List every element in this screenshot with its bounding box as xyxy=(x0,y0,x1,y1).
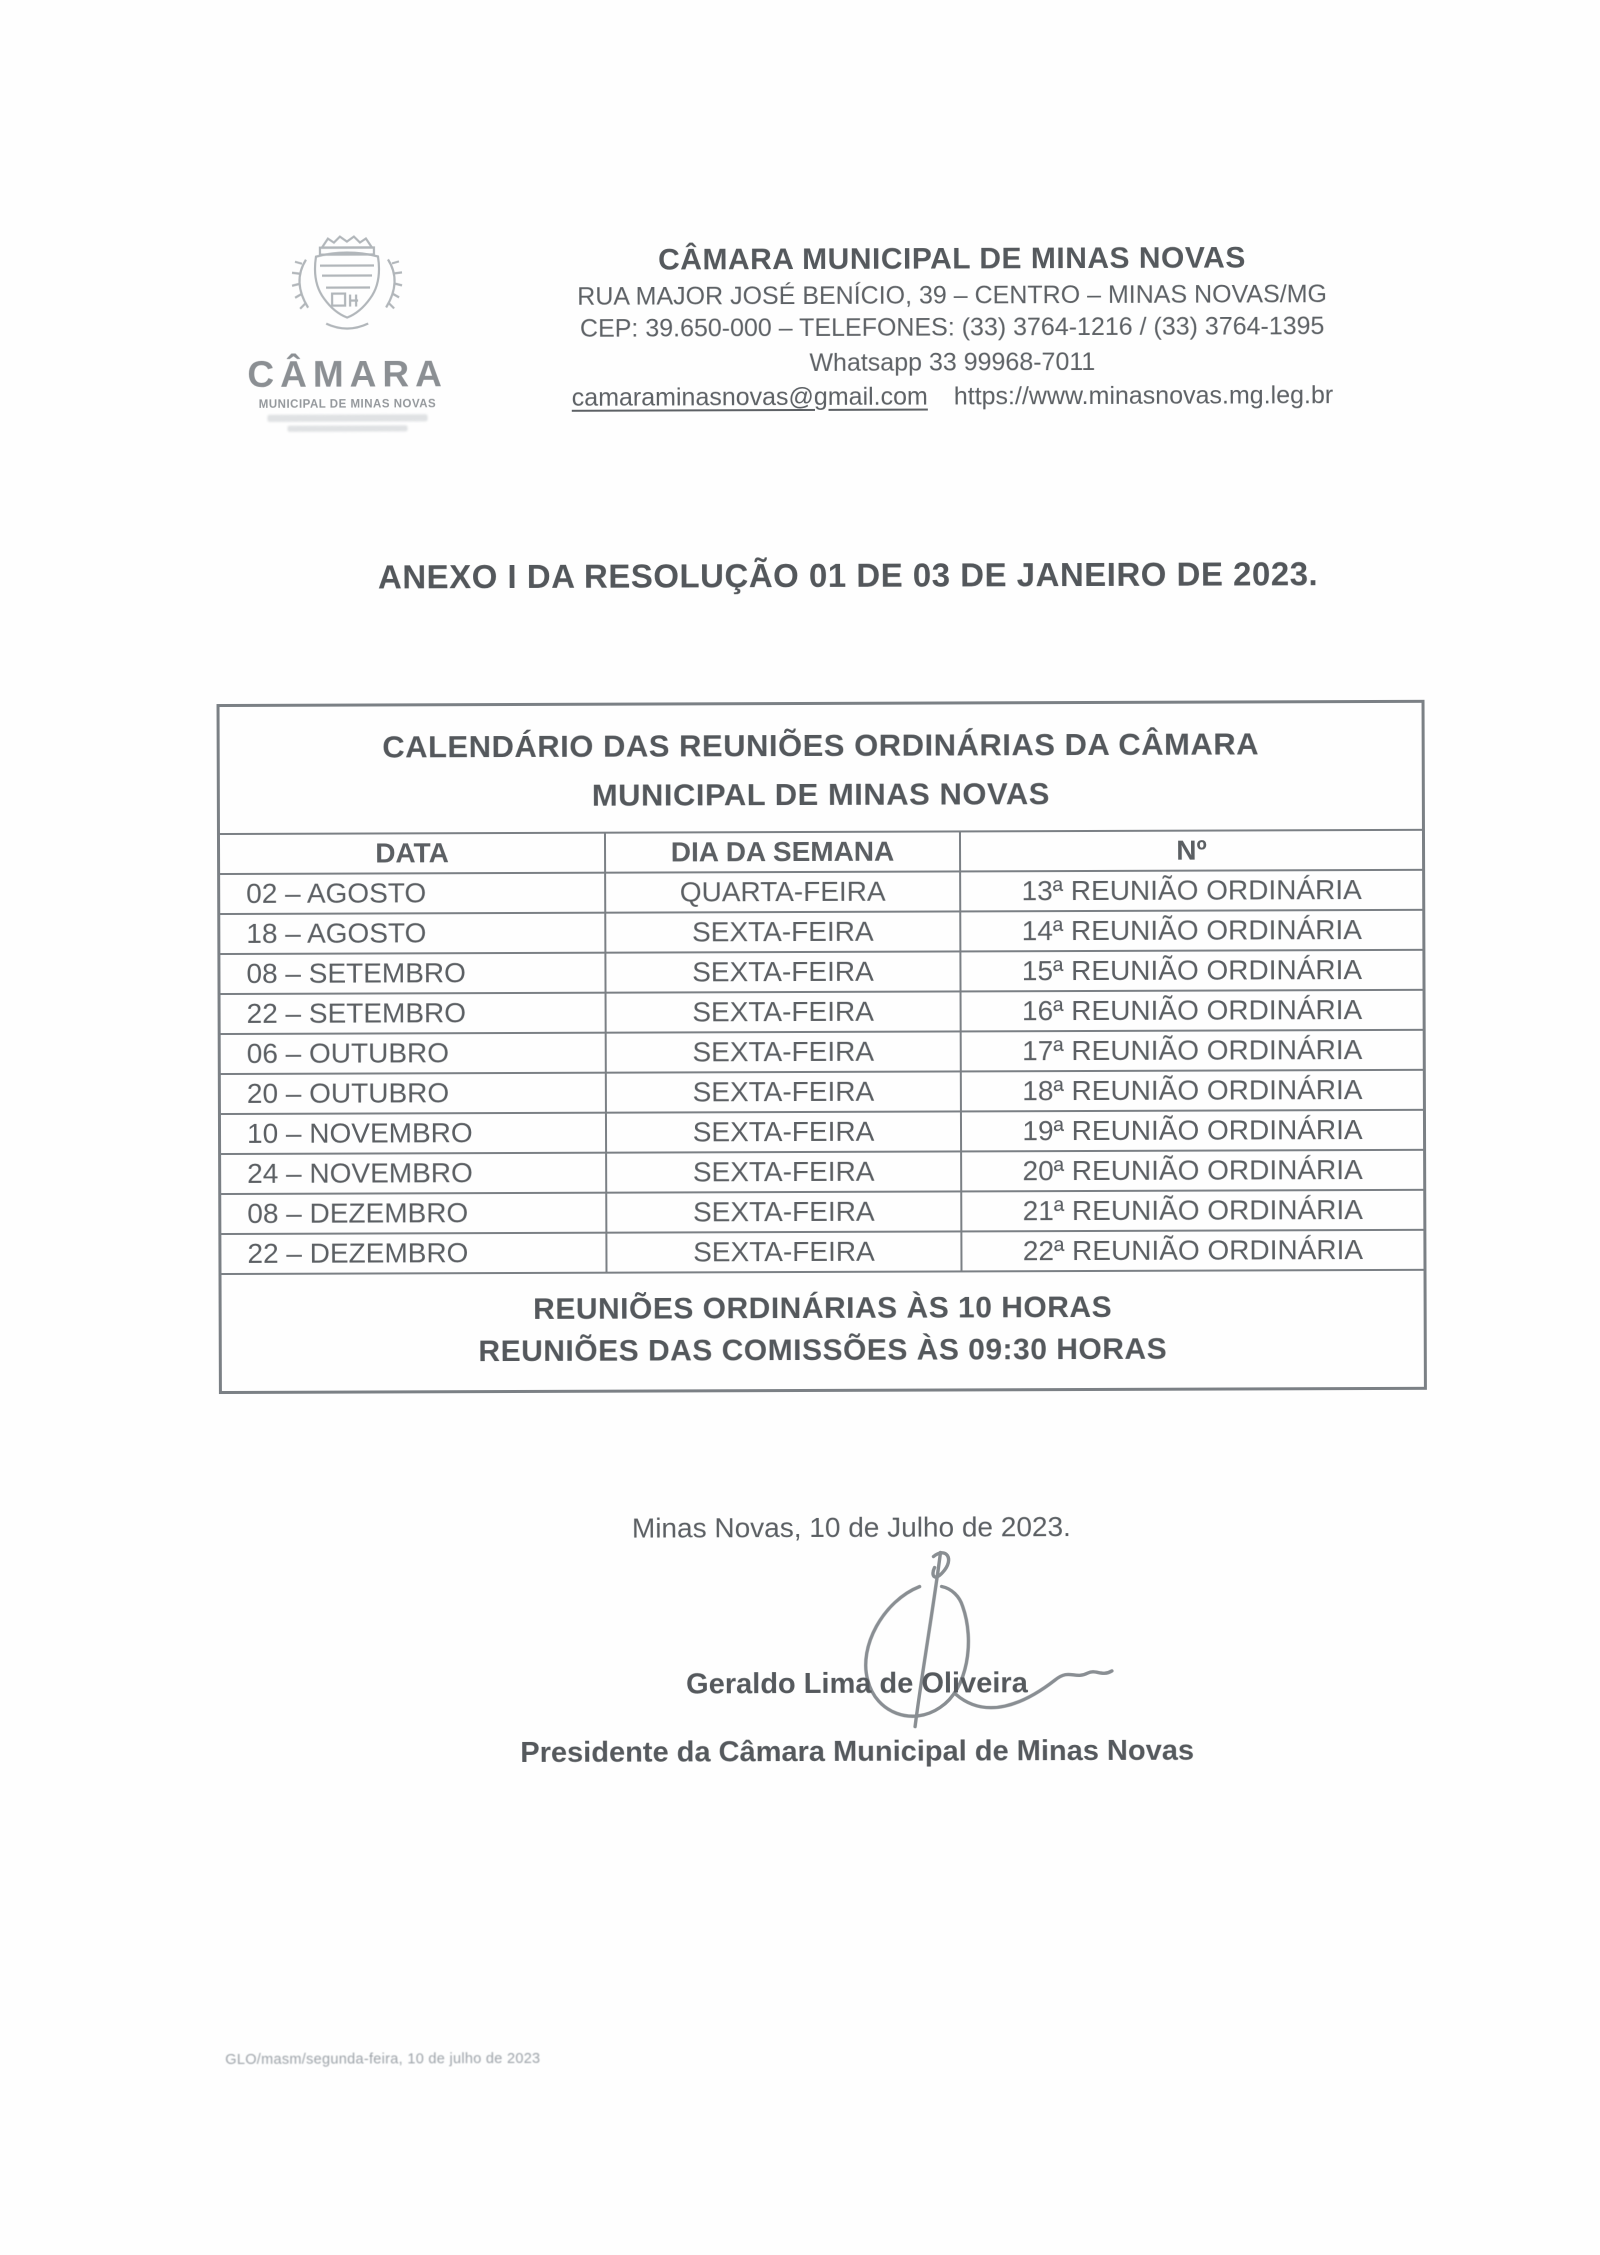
cell-meeting-number: 20ª REUNIÃO ORDINÁRIA xyxy=(960,1149,1423,1191)
cell-meeting-number: 22ª REUNIÃO ORDINÁRIA xyxy=(960,1229,1423,1271)
signature-handwriting xyxy=(771,1544,1122,1730)
table-row xyxy=(221,989,1423,1033)
cell-date: 24 – NOVEMBRO xyxy=(221,1152,605,1193)
org-website: https://www.minasnovas.mg.leg.br xyxy=(953,381,1334,411)
calendar-table xyxy=(217,700,1427,1394)
org-name: CÂMARA MUNICIPAL DE MINAS NOVAS xyxy=(658,241,1246,277)
cell-date: 06 – OUTUBRO xyxy=(221,1032,605,1073)
cell-date: 08 – SETEMBRO xyxy=(220,952,604,993)
table-body xyxy=(220,869,1423,1273)
logo-subtitle: MUNICIPAL DE MINAS NOVAS xyxy=(258,398,437,411)
cell-meeting-number: 17ª REUNIÃO ORDINÁRIA xyxy=(960,1029,1423,1071)
org-whatsapp: Whatsapp 33 99968-7011 xyxy=(809,347,1096,377)
letterhead xyxy=(517,241,1388,413)
cell-date: 02 – AGOSTO xyxy=(220,872,604,913)
column-header-numero: Nº xyxy=(959,829,1422,871)
coat-of-arms-icon xyxy=(276,231,418,351)
cell-date: 08 – DEZEMBRO xyxy=(221,1192,605,1233)
table-footer-line2: REUNIÕES DAS COMISSÕES ÀS 09:30 HORAS xyxy=(478,1332,1168,1369)
column-header-dia: DIA DA SEMANA xyxy=(604,830,959,871)
cell-weekday: SEXTA-FEIRA xyxy=(604,910,959,951)
table-title xyxy=(220,703,1422,833)
cell-weekday: SEXTA-FEIRA xyxy=(605,1230,960,1271)
org-contact-row xyxy=(517,380,1387,413)
table-row xyxy=(220,869,1422,913)
cell-weekday: SEXTA-FEIRA xyxy=(605,990,960,1031)
cell-weekday: SEXTA-FEIRA xyxy=(605,1190,960,1231)
signer-role: Presidente da Câmara Municipal de Minas Novas xyxy=(520,1734,1195,1769)
table-row xyxy=(221,1029,1423,1073)
document-title: ANEXO I DA RESOLUÇÃO 01 DE 03 DE JANEIRO DE 2023. xyxy=(377,555,1319,596)
table-footer xyxy=(222,1269,1424,1391)
cell-weekday: SEXTA-FEIRA xyxy=(605,1110,960,1151)
cell-meeting-number: 19ª REUNIÃO ORDINÁRIA xyxy=(960,1109,1423,1151)
org-email: camaraminasnovas@gmail.com xyxy=(571,382,928,412)
cell-meeting-number: 21ª REUNIÃO ORDINÁRIA xyxy=(960,1189,1423,1231)
org-address: RUA MAJOR JOSÉ BENÍCIO, 39 – CENTRO – MINAS NOVAS/MG xyxy=(577,280,1327,311)
place-date-line: Minas Novas, 10 de Julho de 2023. xyxy=(631,1511,1071,1544)
table-row xyxy=(221,1189,1423,1233)
footer-reference-note: GLO/masm/segunda-feira, 10 de julho de 2023 xyxy=(225,2050,541,2069)
table-footer-line1: REUNIÕES ORDINÁRIAS ÀS 10 HORAS xyxy=(533,1290,1113,1326)
table-row xyxy=(220,909,1422,953)
cell-weekday: SEXTA-FEIRA xyxy=(604,950,959,991)
cell-date: 10 – NOVEMBRO xyxy=(221,1112,605,1153)
cell-meeting-number: 14ª REUNIÃO ORDINÁRIA xyxy=(959,909,1422,951)
table-title-line1: CALENDÁRIO DAS REUNIÕES ORDINÁRIAS DA CÂMARA xyxy=(382,726,1260,765)
signer-name: Geraldo Lima de Oliveira xyxy=(686,1667,1028,1701)
table-row xyxy=(221,1229,1423,1273)
cell-date: 22 – DEZEMBRO xyxy=(221,1232,605,1273)
cell-date: 22 – SETEMBRO xyxy=(221,992,605,1033)
table-row xyxy=(221,1109,1423,1153)
table-header-row xyxy=(220,829,1422,873)
logo-wordmark: CÂMARA xyxy=(247,353,448,395)
cell-weekday: SEXTA-FEIRA xyxy=(605,1070,960,1111)
table-title-line2: MUNICIPAL DE MINAS NOVAS xyxy=(591,776,1050,813)
chamber-logo xyxy=(247,231,448,432)
cell-date: 18 – AGOSTO xyxy=(220,912,604,953)
table-row xyxy=(220,949,1422,993)
cell-weekday: SEXTA-FEIRA xyxy=(605,1150,960,1191)
logo-fine-print xyxy=(268,414,428,422)
cell-weekday: QUARTA-FEIRA xyxy=(604,870,959,911)
table-row xyxy=(221,1149,1423,1193)
cell-meeting-number: 16ª REUNIÃO ORDINÁRIA xyxy=(960,989,1423,1031)
logo-fine-print xyxy=(288,425,408,431)
table-row xyxy=(221,1069,1423,1113)
cell-date: 20 – OUTUBRO xyxy=(221,1072,605,1113)
org-cep-phones: CEP: 39.650-000 – TELEFONES: (33) 3764-1216 / (33) 3764-1395 xyxy=(579,312,1325,343)
cell-meeting-number: 15ª REUNIÃO ORDINÁRIA xyxy=(959,949,1422,991)
column-header-data: DATA xyxy=(220,832,604,873)
cell-meeting-number: 18ª REUNIÃO ORDINÁRIA xyxy=(960,1069,1423,1111)
cell-meeting-number: 13ª REUNIÃO ORDINÁRIA xyxy=(959,869,1422,911)
cell-weekday: SEXTA-FEIRA xyxy=(605,1030,960,1071)
